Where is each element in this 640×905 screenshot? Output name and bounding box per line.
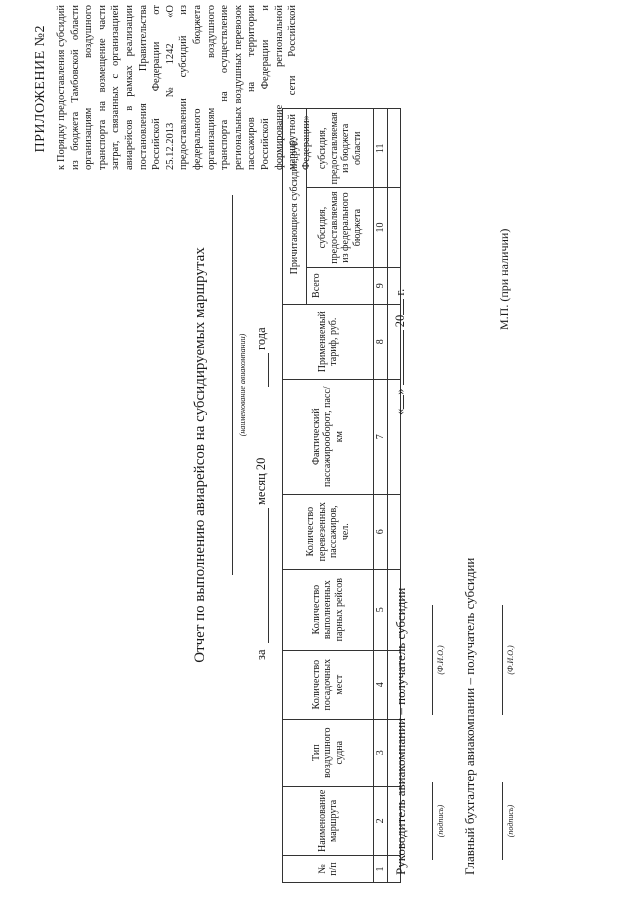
column-number: 4: [374, 650, 388, 719]
column-number: 11: [374, 109, 388, 188]
column-number: 8: [374, 304, 388, 379]
empty-cell: [388, 494, 401, 569]
header-route: Наименование маршрута: [283, 786, 374, 855]
column-number: 9: [374, 267, 388, 304]
date-year-prefix: 20: [393, 314, 407, 328]
accountant-signature-caption: (подпись): [506, 804, 515, 838]
accountant-fio-line: [502, 605, 503, 715]
header-total: Всего: [307, 267, 374, 304]
header-subsidy-group: Причитающиеся субсидии, руб.: [283, 109, 307, 305]
accountant-signature-title: Главный бухгалтер авиакомпании – получатель субсидии: [462, 557, 477, 875]
company-name-caption: (наименование авиакомпании): [238, 333, 247, 437]
appendix-text: к Порядку предоставления субсидий из бюджета Тамбовской области организациям воздушного транспорта на возмещение части затрат, связанных с организацией авиарейсов в рамках реализации постановления Правительства Российской Федерации от 25.12.2013 №1242 «О предоставлении субсидий из федерального бюджета организациям воздушного транспорта на осуществление региональных воздушных перевозок пассажиров на территории Российской Федерации и формирование региональной маршрутной сети Российской Федерации»: [56, 5, 312, 170]
head-signature-caption: (подпись): [436, 804, 445, 838]
report-title: Отчет по выполнению авиарейсов на субсидируемых маршрутах: [192, 247, 208, 663]
stamp-label: М.П. (при наличии): [497, 228, 511, 330]
header-no: № п/п: [283, 856, 374, 883]
accountant-fio-caption: (Ф.И.О.): [506, 645, 515, 675]
report-table: [282, 108, 401, 883]
header-passengers: Количество перевезенных пассажиров, чел.: [283, 494, 374, 569]
header-tariff: Применяемый тариф, руб.: [283, 304, 374, 379]
empty-cell: [388, 109, 401, 188]
column-number: 3: [374, 719, 388, 786]
accountant-signature-line: [502, 782, 503, 860]
column-number: 5: [374, 569, 388, 650]
date-field: [393, 289, 408, 415]
period-month: месяц 20: [254, 457, 268, 505]
period-prefix: за: [254, 649, 268, 660]
header-aircraft: Тип воздушного судна: [283, 719, 374, 786]
company-name-line: [230, 195, 233, 575]
date-day-line: [403, 395, 404, 409]
head-fio-line: [432, 605, 433, 715]
date-open-quote: «: [393, 408, 407, 415]
header-seats: Количество посадочных мест: [283, 650, 374, 719]
period-suffix: года: [254, 327, 268, 350]
date-year-line: [403, 299, 404, 315]
empty-cell: [388, 188, 401, 267]
column-number: 6: [374, 494, 388, 569]
column-number: 10: [374, 188, 388, 267]
date-suffix: г.: [393, 288, 407, 296]
head-signature-title: Руководитель авиакомпании – получатель субсидии: [393, 587, 408, 875]
date-month-line: [403, 330, 404, 385]
header-federal: субсидия, предоставляемая из федерального бюджета: [307, 188, 374, 267]
period-year-line: [268, 353, 269, 387]
column-number: 7: [374, 379, 388, 494]
head-signature-line: [432, 782, 433, 860]
appendix-title: ПРИЛОЖЕНИЕ №2: [33, 25, 48, 153]
head-fio-caption: (Ф.И.О.): [436, 645, 445, 675]
header-turnover: Фактический пассажирооборот, пасс/км: [283, 379, 374, 494]
column-number: 1: [374, 856, 388, 883]
header-flights: Количество выполненных парных рейсов: [283, 569, 374, 650]
header-regional: субсидия, предоставляемая из бюджета области: [307, 109, 374, 188]
period-blank-line: [268, 508, 269, 643]
column-number: 2: [374, 786, 388, 855]
date-close-quote: »: [393, 388, 407, 395]
